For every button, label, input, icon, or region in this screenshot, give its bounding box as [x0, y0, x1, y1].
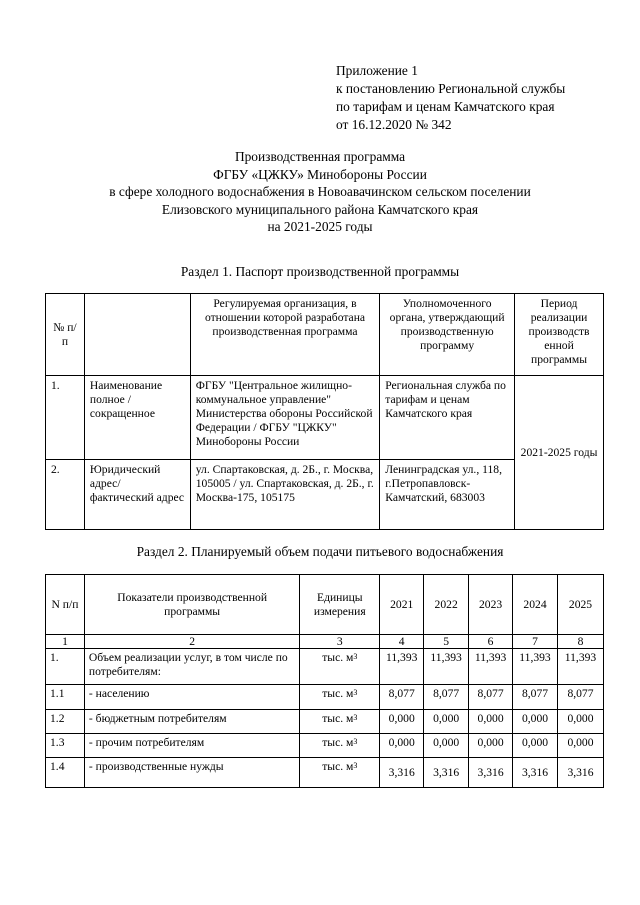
col-number: 5: [424, 635, 469, 649]
row-num: 1.: [46, 376, 85, 460]
program-title-line: в сфере холодного водоснабжения в Новоавачинском сельском поселении: [109, 184, 531, 200]
table-row: [46, 734, 604, 758]
header-unit: Единицы измерения: [300, 575, 380, 635]
appendix-block: [336, 62, 565, 134]
row-num: 2.: [46, 460, 85, 530]
row-value: 0,000: [380, 734, 424, 758]
header-year: 2025: [557, 575, 603, 635]
volume-header-row: [46, 575, 604, 635]
row-value: 0,000: [424, 734, 469, 758]
table-row: [46, 376, 604, 460]
header-num: № п/п: [46, 294, 85, 376]
col-number: 6: [469, 635, 513, 649]
row-num: 1.3: [46, 734, 85, 758]
program-title-line: Елизовского муниципального района Камчатского края: [161, 201, 479, 217]
header-blank: [84, 294, 190, 376]
table-row: [46, 710, 604, 734]
row-num: 1.2: [46, 710, 85, 734]
table-row: [46, 649, 604, 685]
row-value: 3,316: [557, 758, 603, 788]
volume-table: [45, 574, 604, 788]
row-value: 8,077: [513, 685, 558, 710]
row-auth: Ленинградская ул., 118, г.Петропавловск-Камчатский, 683003: [380, 460, 515, 530]
row-value: 11,393: [380, 649, 424, 685]
row-name: - прочим потребителям: [84, 734, 299, 758]
table-row: [46, 685, 604, 710]
row-num: 1.4: [46, 758, 85, 788]
row-label: Наименование полное / сокращенное: [84, 376, 190, 460]
table-row: [46, 758, 604, 788]
col-number: 2: [84, 635, 299, 649]
row-value: 11,393: [469, 649, 513, 685]
header-year: 2023: [469, 575, 513, 635]
row-value: 0,000: [513, 734, 558, 758]
row-value: 0,000: [557, 710, 603, 734]
section1-title: Раздел 1. Паспорт производственной программы: [180, 264, 460, 279]
header-period: Период реализации производств енной программы: [515, 294, 604, 376]
header-num: N п/п: [46, 575, 85, 635]
passport-header-row: [46, 294, 604, 376]
col-number: 4: [380, 635, 424, 649]
appendix-line: от 16.12.2020 № 342: [336, 117, 452, 132]
row-unit: тыс. $м^3$: [300, 649, 380, 685]
col-number: 7: [513, 635, 558, 649]
program-title-line: Производственная программа: [234, 149, 406, 164]
row-value: 0,000: [380, 710, 424, 734]
header-org: Регулируемая организация, в отношении которой разработана производственная программа: [190, 294, 379, 376]
row-value: 8,077: [469, 685, 513, 710]
row-value: 0,000: [424, 710, 469, 734]
passport-table: [45, 293, 604, 530]
row-value: 11,393: [513, 649, 558, 685]
col-number: 3: [300, 635, 380, 649]
header-indicator: Показатели производственной программы: [84, 575, 299, 635]
row-unit: тыс. $м^3$: [300, 758, 380, 788]
program-title-line: ФГБУ «ЦЖКУ» Минобороны России: [213, 166, 427, 182]
row-value: 8,077: [557, 685, 603, 710]
row-value: 3,316: [513, 758, 558, 788]
header-auth: Уполномоченного органа, утверждающий производственную программу: [380, 294, 515, 376]
row-value: 0,000: [557, 734, 603, 758]
col-number: 8: [557, 635, 603, 649]
row-value: 0,000: [469, 710, 513, 734]
row-name: Объем реализации услуг, в том числе по потребителям:: [84, 649, 299, 685]
row-name: - производственные нужды: [84, 758, 299, 788]
row-num: 1.1: [46, 685, 85, 710]
row-num: 1.: [46, 649, 85, 685]
row-unit: тыс. $м^3$: [300, 685, 380, 710]
row-value: 11,393: [557, 649, 603, 685]
appendix-line: Приложение 1: [336, 63, 418, 78]
header-year: 2024: [513, 575, 558, 635]
row-value: 0,000: [513, 710, 558, 734]
header-year: 2022: [424, 575, 469, 635]
row-unit: тыс. $м^3$: [300, 710, 380, 734]
section2-title: Раздел 2. Планируемый объем подачи питьевого водоснабжения: [136, 544, 504, 559]
row-value: 3,316: [424, 758, 469, 788]
row-value: 8,077: [380, 685, 424, 710]
row-name: - населению: [84, 685, 299, 710]
program-title-line: на 2021-2025 годы: [267, 219, 373, 235]
row-value: 3,316: [380, 758, 424, 788]
period-cell: 2021-2025 годы: [515, 376, 604, 530]
row-value: 11,393: [424, 649, 469, 685]
row-label: Юридический адрес/ фактический адрес: [84, 460, 190, 530]
row-unit: тыс. $м^3$: [300, 734, 380, 758]
row-value: 0,000: [469, 734, 513, 758]
program-title: [40, 148, 600, 236]
row-value: 8,077: [424, 685, 469, 710]
row-org: ул. Спартаковская, д. 2Б., г. Москва, 105005 / ул. Спартаковская, д. 2Б., г. Москва-175, 105175: [190, 460, 379, 530]
row-org: ФГБУ "Центральное жилищно-коммунальное управление" Министерства обороны Российской Федерации / ФГБУ "ЦЖКУ" Минобороны России: [190, 376, 379, 460]
appendix-line: к постановлению Региональной службы: [336, 81, 566, 96]
column-number-row: [46, 635, 604, 649]
appendix-line: по тарифам и ценам Камчатского края: [336, 99, 555, 114]
col-number: 1: [46, 635, 85, 649]
row-auth: Региональная служба по тарифам и ценам Камчатского края: [380, 376, 515, 460]
row-name: - бюджетным потребителям: [84, 710, 299, 734]
header-year: 2021: [380, 575, 424, 635]
row-value: 3,316: [469, 758, 513, 788]
